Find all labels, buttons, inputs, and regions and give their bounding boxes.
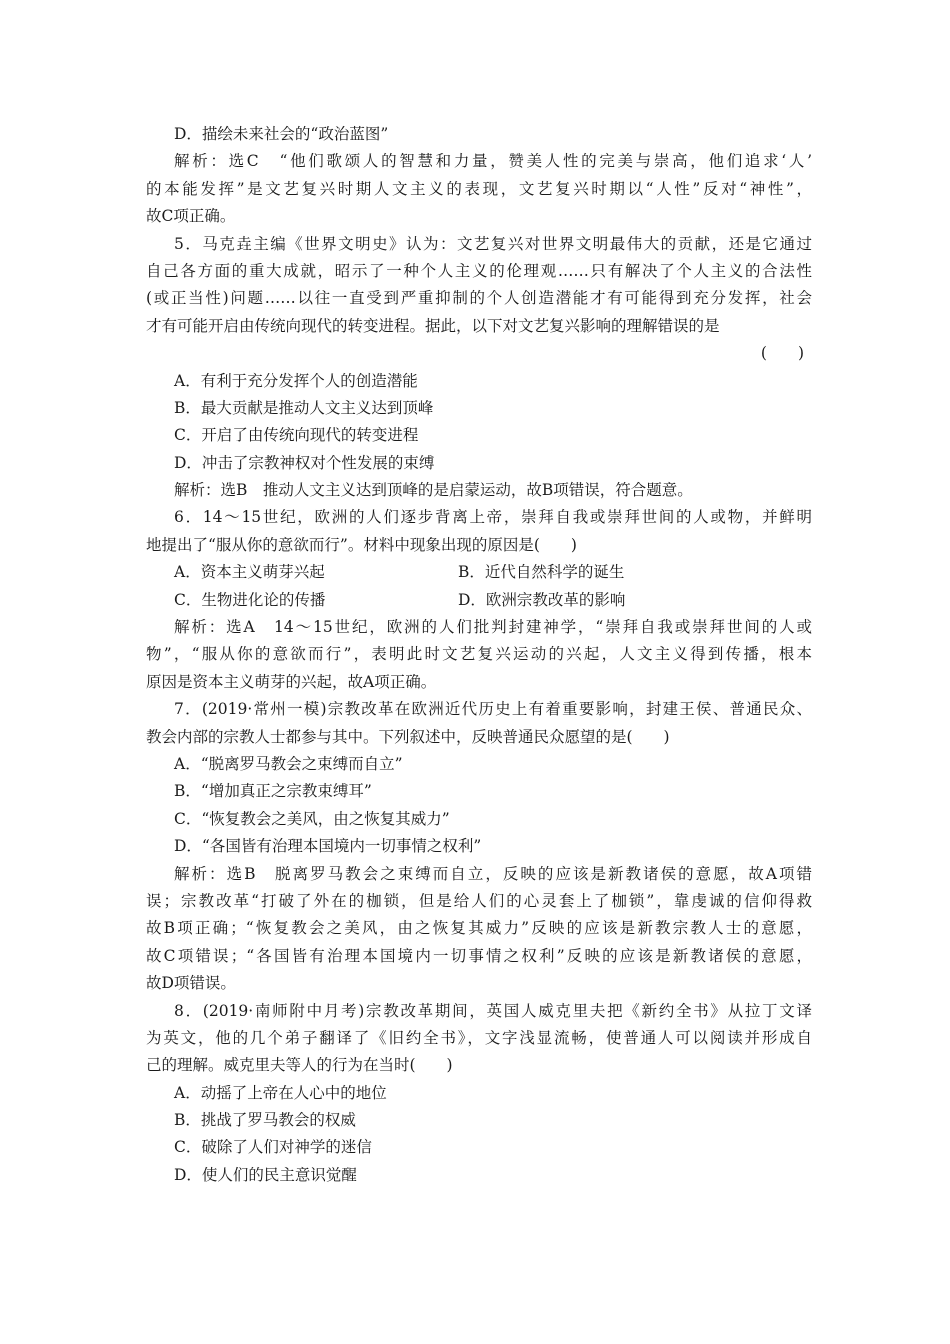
q5-option-d: D．冲击了宗教神权对个性发展的束缚 — [174, 453, 435, 472]
q6-options-row-1 — [146, 559, 812, 586]
q7-option-a: A．“脱离罗马教会之束缚而自立” — [174, 754, 403, 773]
q7-analysis-line-1: 解析：选B 脱离罗马教会之束缚而自立，反映的应该是新教诸侯的意愿，故A项错 — [174, 864, 812, 883]
q5-option-b: B．最大贡献是推动人文主义达到顶峰 — [174, 398, 434, 417]
q6-analysis-line-2: 物”，“服从你的意欲而行”，表明此时文艺复兴运动的兴起，人文主义得到传播，根本 — [146, 645, 812, 664]
q6-analysis-line-1: 解析：选A 14～15世纪，欧洲的人们批判封建神学，“崇拜自我或崇拜世间的人或 — [174, 618, 812, 637]
document-page — [146, 121, 812, 1189]
q6-option-d: D．欧洲宗教改革的影响 — [458, 590, 626, 609]
q5-option-c: C．开启了由传统向现代的转变进程 — [174, 426, 419, 445]
q4-analysis-line-3: 故C项正确。 — [146, 207, 236, 226]
q7-stem-line-2: 教会内部的宗教人士都参与其中。下列叙述中，反映普通民众愿望的是( ) — [146, 727, 670, 746]
q7-analysis-line-2: 误；宗教改革“打破了外在的枷锁，但是给人们的心灵套上了枷锁”，靠虔诚的信仰得救 — [146, 891, 812, 910]
q8-stem-line-3: 己的理解。威克里夫等人的行为在当时( ) — [146, 1056, 453, 1075]
q6-option-b: B．近代自然科学的诞生 — [458, 563, 625, 582]
q8-stem-line-1: 8．(2019·南师附中月考)宗教改革期间，英国人威克里夫把《新约全书》从拉丁文译 — [174, 1001, 812, 1020]
q5-stem-line-2: 自己各方面的重大成就，昭示了一种个人主义的伦理观……只有解决了个人主义的合法性 — [146, 261, 812, 280]
q8-stem-line-2: 为英文，他的几个弟子翻译了《旧约全书》，文字浅显流畅，使普通人可以阅读并形成自 — [146, 1028, 812, 1047]
q5-answer-blank: ( ) — [760, 344, 804, 363]
q7-option-c: C．“恢复教会之美风，由之恢复其威力” — [174, 809, 450, 828]
q5-stem-line-3: (或正当性)问题……以往一直受到严重抑制的个人创造潜能才有可能得到充分发挥，社会 — [146, 289, 812, 308]
q6-stem-line-2: 地提出了“服从你的意欲而行”。材料中现象出现的原因是( ) — [146, 535, 577, 554]
q7-option-d: D．“各国皆有治理本国境内一切事情之权利” — [174, 837, 482, 856]
q5-option-a: A．有利于充分发挥个人的创造潜能 — [174, 371, 418, 390]
q8-option-c: C．破除了人们对神学的迷信 — [174, 1138, 372, 1157]
q7-analysis-line-5: 故D项错误。 — [146, 974, 236, 993]
q6-option-c: C．生物进化论的传播 — [174, 590, 326, 609]
q7-stem-line-1: 7．(2019·常州一模)宗教改革在欧洲近代历史上有着重要影响，封建王侯、普通民众、 — [174, 700, 812, 719]
q5-stem-line-4: 才有可能开启由传统向现代的转变进程。据此，以下对文艺复兴影响的理解错误的是 — [146, 316, 720, 335]
q7-analysis-line-4: 故C项错误；“各国皆有治理本国境内一切事情之权利”反映的应该是新教诸侯的意愿， — [146, 946, 812, 965]
q6-option-a: A．资本主义萌芽兴起 — [174, 563, 325, 582]
q8-option-b: B．挑战了罗马教会的权威 — [174, 1111, 356, 1130]
q8-option-d: D．使人们的民主意识觉醒 — [174, 1165, 357, 1184]
q5-stem-line-1: 5．马克垚主编《世界文明史》认为：文艺复兴对世界文明最伟大的贡献，还是它通过 — [174, 234, 812, 253]
q8-option-a: A．动摇了上帝在人心中的地位 — [174, 1083, 387, 1102]
q4-analysis-line-2: 的本能发挥”是文艺复兴时期人文主义的表现，文艺复兴时期以“人性”反对“神性”， — [146, 179, 812, 198]
q4-option-d: D．描绘未来社会的“政治蓝图” — [174, 125, 389, 143]
q5-analysis-line-1: 解析：选B 推动人文主义达到顶峰的是启蒙运动，故B项错误，符合题意。 — [174, 481, 693, 500]
q4-analysis-line-1: 解析：选C “他们歌颂人的智慧和力量，赞美人性的完美与崇高，他们追求‘人’ — [174, 152, 812, 171]
q6-analysis-line-3: 原因是资本主义萌芽的兴起，故A项正确。 — [146, 672, 437, 691]
q7-analysis-line-3: 故B项正确；“恢复教会之美风，由之恢复其威力”反映的应该是新教宗教人士的意愿， — [146, 919, 812, 938]
q6-stem-line-1: 6．14～15世纪，欧洲的人们逐步背离上帝，崇拜自我或崇拜世间的人或物，并鲜明 — [174, 508, 812, 527]
q6-options-row-2 — [146, 587, 812, 614]
q7-option-b: B．“增加真正之宗教束缚耳” — [174, 782, 372, 801]
